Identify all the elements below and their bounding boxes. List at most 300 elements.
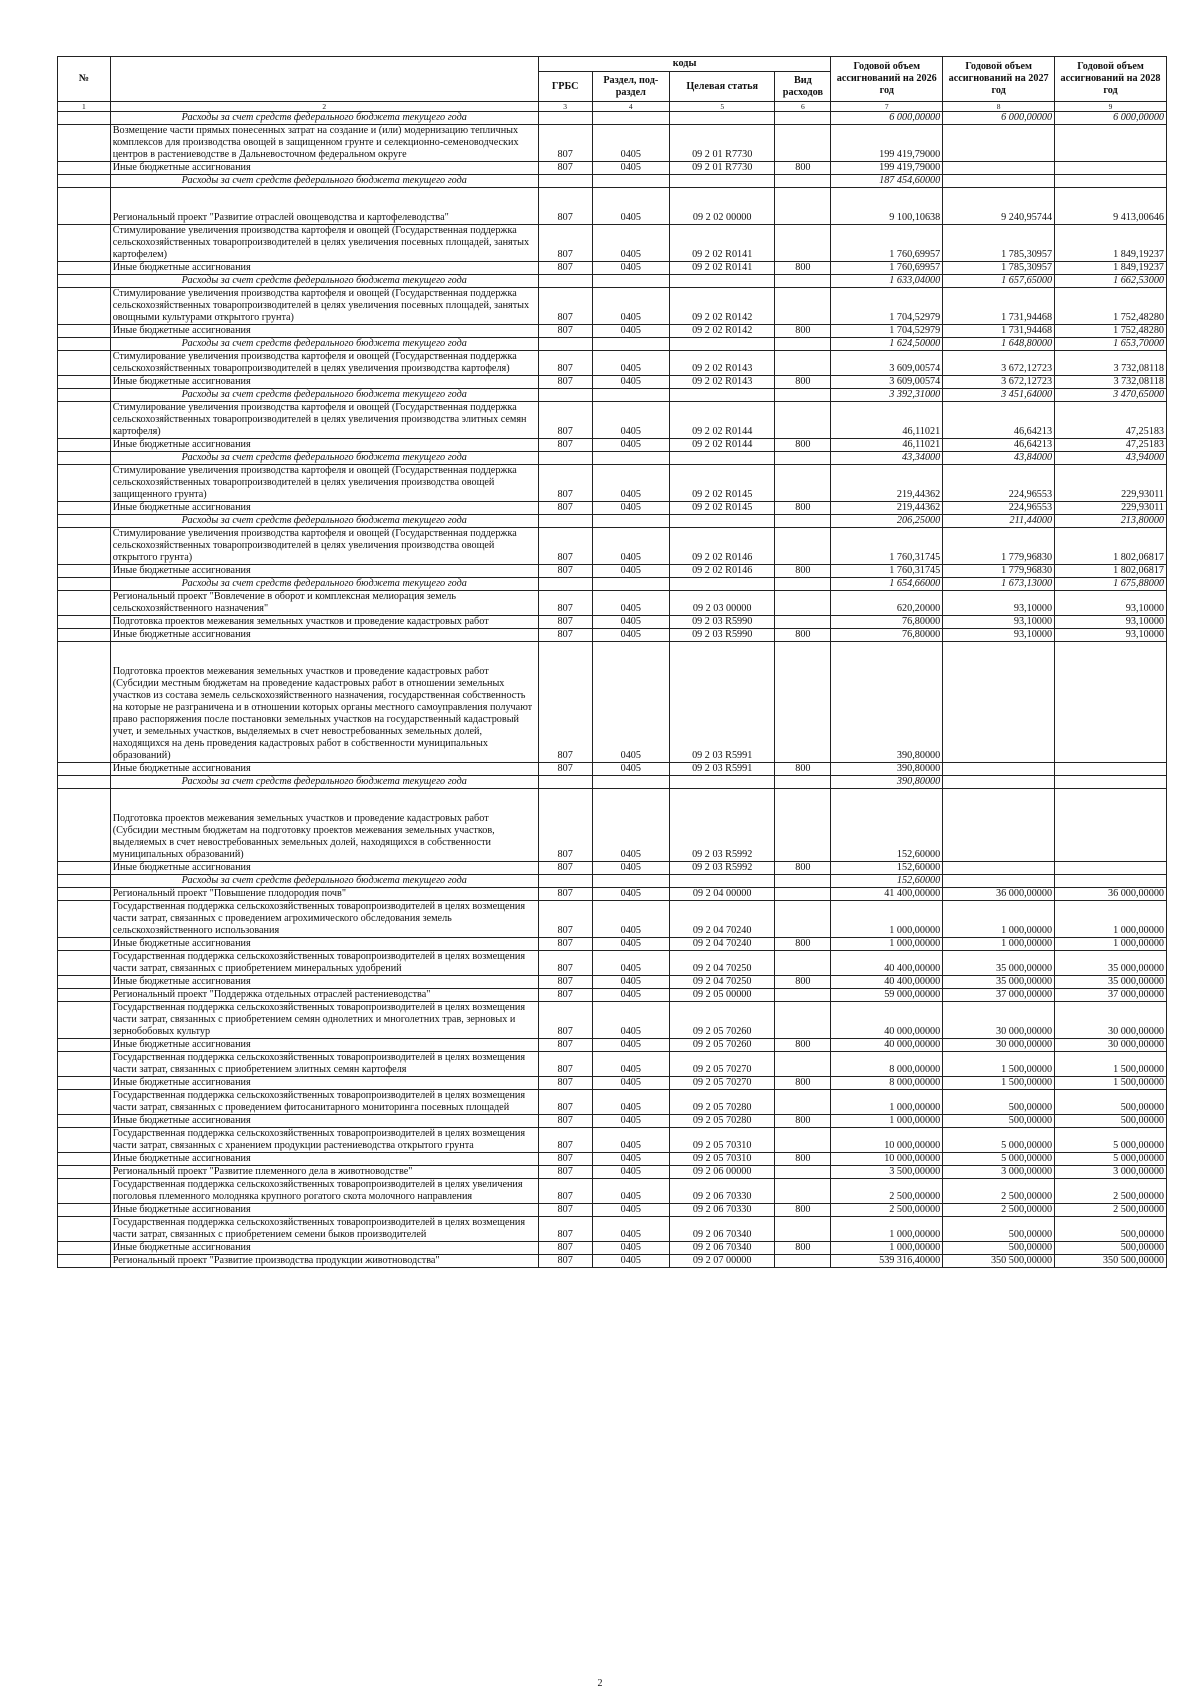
cell-amount-2027: 1 657,65000 bbox=[943, 275, 1055, 288]
cell-amount-2027: 3 672,12723 bbox=[943, 351, 1055, 376]
cell-razdel: 0405 bbox=[592, 439, 669, 452]
cell-grbs: 807 bbox=[538, 465, 592, 502]
cell-target-article: 09 2 01 R7730 bbox=[670, 162, 775, 175]
header-expense-type: Вид расходов bbox=[775, 72, 831, 102]
cell-razdel: 0405 bbox=[592, 1115, 669, 1128]
cell-expense-type bbox=[775, 452, 831, 465]
cell-amount-2026: 3 609,00574 bbox=[831, 376, 943, 389]
cell-num bbox=[58, 1077, 111, 1090]
cell-target-article: 09 2 02 R0145 bbox=[670, 502, 775, 515]
cell-razdel: 0405 bbox=[592, 1128, 669, 1153]
cell-description: Подготовка проектов межевания земельных участков и проведение кадастровых работ (Субсидии местным бюджетам на проведение кадастровых работ в отношении земельных участков из состава земель сельскохозяйственного назначения, государственная собственность на которые не разграничена и в отношении которых органы местного самоуправления получают право распоряжения после постановки земельных участков на государственный кадастровый учет, и земельных участков, выделяемых в счет невостребованных земельных долей, находящихся на день проведения кадастровых работ в собственности муниципальных образований) bbox=[110, 642, 538, 763]
cell-expense-type bbox=[775, 1090, 831, 1115]
cell-amount-2026: 76,80000 bbox=[831, 629, 943, 642]
cell-num bbox=[58, 776, 111, 789]
cell-target-article: 09 2 05 00000 bbox=[670, 989, 775, 1002]
cell-amount-2028: 3 470,65000 bbox=[1055, 389, 1167, 402]
column-number-row bbox=[58, 102, 1167, 112]
cell-amount-2026: 8 000,00000 bbox=[831, 1052, 943, 1077]
cell-razdel: 0405 bbox=[592, 1052, 669, 1077]
cell-description: Иные бюджетные ассигнования bbox=[110, 938, 538, 951]
cell-expense-type bbox=[775, 951, 831, 976]
cell-target-article: 09 2 04 70250 bbox=[670, 951, 775, 976]
cell-amount-2028: 350 500,00000 bbox=[1055, 1255, 1167, 1268]
cell-amount-2028: 43,94000 bbox=[1055, 452, 1167, 465]
budget-document bbox=[57, 56, 1167, 1268]
table-row bbox=[58, 465, 1167, 502]
cell-razdel bbox=[592, 875, 669, 888]
cell-amount-2027: 224,96553 bbox=[943, 502, 1055, 515]
cell-razdel: 0405 bbox=[592, 1179, 669, 1204]
cell-num bbox=[58, 875, 111, 888]
cell-target-article bbox=[670, 112, 775, 125]
table-row bbox=[58, 439, 1167, 452]
cell-target-article bbox=[670, 275, 775, 288]
cell-amount-2026: 152,60000 bbox=[831, 875, 943, 888]
cell-razdel: 0405 bbox=[592, 1166, 669, 1179]
cell-amount-2028: 3 732,08118 bbox=[1055, 351, 1167, 376]
cell-expense-type bbox=[775, 989, 831, 1002]
cell-amount-2026: 199 419,79000 bbox=[831, 162, 943, 175]
cell-amount-2027: 1 500,00000 bbox=[943, 1077, 1055, 1090]
cell-amount-2028: 1 500,00000 bbox=[1055, 1077, 1167, 1090]
cell-description: Расходы за счет средств федерального бюджета текущего года bbox=[110, 112, 538, 125]
cell-razdel bbox=[592, 452, 669, 465]
cell-amount-2026: 1 760,69957 bbox=[831, 225, 943, 262]
cell-description: Государственная поддержка сельскохозяйственных товаропроизводителей в целях возмещения части затрат, связанных с хранением продукции растениеводства открытого грунта bbox=[110, 1128, 538, 1153]
cell-amount-2026: 390,80000 bbox=[831, 776, 943, 789]
cell-expense-type: 800 bbox=[775, 1077, 831, 1090]
cell-description: Иные бюджетные ассигнования bbox=[110, 1204, 538, 1217]
cell-description: Стимулирование увеличения производства картофеля и овощей (Государственная поддержка сельскохозяйственных товаропроизводителей в целях увеличения производства овощей открытого грунта) bbox=[110, 528, 538, 565]
cell-description: Иные бюджетные ассигнования bbox=[110, 376, 538, 389]
cell-amount-2026: 2 500,00000 bbox=[831, 1179, 943, 1204]
cell-razdel: 0405 bbox=[592, 528, 669, 565]
cell-amount-2028: 2 500,00000 bbox=[1055, 1204, 1167, 1217]
cell-amount-2028: 2 500,00000 bbox=[1055, 1179, 1167, 1204]
cell-razdel: 0405 bbox=[592, 325, 669, 338]
cell-razdel: 0405 bbox=[592, 763, 669, 776]
cell-description: Иные бюджетные ассигнования bbox=[110, 763, 538, 776]
table-row bbox=[58, 989, 1167, 1002]
cell-grbs: 807 bbox=[538, 1166, 592, 1179]
table-row bbox=[58, 1039, 1167, 1052]
cell-expense-type bbox=[775, 288, 831, 325]
cell-target-article: 09 2 01 R7730 bbox=[670, 125, 775, 162]
cell-amount-2027: 9 240,95744 bbox=[943, 188, 1055, 225]
cell-description: Стимулирование увеличения производства картофеля и овощей (Государственная поддержка сельскохозяйственных товаропроизводителей в целях увеличения посевных площадей, занятых картофелем) bbox=[110, 225, 538, 262]
cell-amount-2026: 1 704,52979 bbox=[831, 325, 943, 338]
cell-amount-2027: 500,00000 bbox=[943, 1242, 1055, 1255]
cell-grbs: 807 bbox=[538, 1204, 592, 1217]
cell-num bbox=[58, 389, 111, 402]
cell-target-article: 09 2 05 70280 bbox=[670, 1115, 775, 1128]
cell-razdel bbox=[592, 776, 669, 789]
cell-grbs: 807 bbox=[538, 502, 592, 515]
cell-description: Государственная поддержка сельскохозяйственных товаропроизводителей в целях возмещения части затрат, связанных с приобретением минеральных удобрений bbox=[110, 951, 538, 976]
cell-grbs: 807 bbox=[538, 439, 592, 452]
cell-razdel: 0405 bbox=[592, 162, 669, 175]
cell-amount-2027: 1 779,96830 bbox=[943, 565, 1055, 578]
cell-amount-2027: 93,10000 bbox=[943, 629, 1055, 642]
cell-target-article: 09 2 02 00000 bbox=[670, 188, 775, 225]
column-number: 6 bbox=[775, 102, 831, 112]
cell-target-article: 09 2 03 R5990 bbox=[670, 629, 775, 642]
cell-expense-type bbox=[775, 125, 831, 162]
cell-amount-2027: 1 785,30957 bbox=[943, 225, 1055, 262]
cell-grbs: 807 bbox=[538, 1115, 592, 1128]
cell-expense-type bbox=[775, 1166, 831, 1179]
table-row bbox=[58, 402, 1167, 439]
cell-razdel bbox=[592, 112, 669, 125]
table-row bbox=[58, 162, 1167, 175]
cell-num bbox=[58, 862, 111, 875]
cell-grbs: 807 bbox=[538, 1052, 592, 1077]
cell-amount-2027: 37 000,00000 bbox=[943, 989, 1055, 1002]
cell-description: Иные бюджетные ассигнования bbox=[110, 162, 538, 175]
table-row bbox=[58, 642, 1167, 763]
cell-amount-2027: 224,96553 bbox=[943, 465, 1055, 502]
cell-target-article: 09 2 06 70330 bbox=[670, 1204, 775, 1217]
cell-amount-2027 bbox=[943, 642, 1055, 763]
cell-num bbox=[58, 629, 111, 642]
cell-expense-type: 800 bbox=[775, 439, 831, 452]
cell-num bbox=[58, 262, 111, 275]
cell-expense-type: 800 bbox=[775, 325, 831, 338]
cell-description: Иные бюджетные ассигнования bbox=[110, 1242, 538, 1255]
cell-razdel bbox=[592, 389, 669, 402]
cell-description: Подготовка проектов межевания земельных участков и проведение кадастровых работ (Субсидии местным бюджетам на подготовку проектов межевания земельных участков, выделяемых в счет невостребованных земельных долей, находящихся в собственности муниципальных образований) bbox=[110, 789, 538, 862]
cell-target-article: 09 2 03 R5992 bbox=[670, 862, 775, 875]
cell-amount-2028 bbox=[1055, 875, 1167, 888]
cell-amount-2027 bbox=[943, 789, 1055, 862]
cell-amount-2028: 5 000,00000 bbox=[1055, 1128, 1167, 1153]
federal-budget-row bbox=[58, 776, 1167, 789]
cell-num bbox=[58, 642, 111, 763]
cell-target-article: 09 2 04 00000 bbox=[670, 888, 775, 901]
cell-razdel: 0405 bbox=[592, 502, 669, 515]
cell-num bbox=[58, 175, 111, 188]
cell-razdel: 0405 bbox=[592, 351, 669, 376]
cell-amount-2027: 5 000,00000 bbox=[943, 1128, 1055, 1153]
cell-description: Государственная поддержка сельскохозяйственных товаропроизводителей в целях возмещения части затрат, связанных с проведением агрохимического обследования земель сельскохозяйственного использования bbox=[110, 901, 538, 938]
cell-num bbox=[58, 1217, 111, 1242]
cell-amount-2026: 219,44362 bbox=[831, 465, 943, 502]
cell-num bbox=[58, 989, 111, 1002]
cell-amount-2027 bbox=[943, 776, 1055, 789]
cell-razdel: 0405 bbox=[592, 951, 669, 976]
cell-description: Иные бюджетные ассигнования bbox=[110, 439, 538, 452]
cell-razdel: 0405 bbox=[592, 1204, 669, 1217]
cell-description: Региональный проект "Повышение плодородия почв" bbox=[110, 888, 538, 901]
cell-amount-2027: 35 000,00000 bbox=[943, 976, 1055, 989]
table-row bbox=[58, 763, 1167, 776]
cell-razdel: 0405 bbox=[592, 862, 669, 875]
table-row bbox=[58, 1153, 1167, 1166]
cell-expense-type bbox=[775, 901, 831, 938]
cell-grbs: 807 bbox=[538, 591, 592, 616]
cell-amount-2027: 93,10000 bbox=[943, 616, 1055, 629]
cell-amount-2028: 30 000,00000 bbox=[1055, 1002, 1167, 1039]
cell-grbs: 807 bbox=[538, 351, 592, 376]
cell-num bbox=[58, 1255, 111, 1268]
cell-amount-2026: 1 000,00000 bbox=[831, 1090, 943, 1115]
cell-num bbox=[58, 616, 111, 629]
table-body bbox=[58, 112, 1167, 1268]
cell-amount-2028 bbox=[1055, 776, 1167, 789]
cell-description: Государственная поддержка сельскохозяйственных товаропроизводителей в целях возмещения части затрат, связанных с приобретением семян однолетних и многолетних трав, зерновых и зернобобовых культур bbox=[110, 1002, 538, 1039]
budget-table bbox=[57, 56, 1167, 1268]
table-row bbox=[58, 1204, 1167, 1217]
cell-amount-2027: 3 000,00000 bbox=[943, 1166, 1055, 1179]
column-number: 2 bbox=[110, 102, 538, 112]
cell-num bbox=[58, 565, 111, 578]
cell-amount-2027: 1 779,96830 bbox=[943, 528, 1055, 565]
cell-amount-2027: 3 672,12723 bbox=[943, 376, 1055, 389]
cell-grbs bbox=[538, 875, 592, 888]
cell-amount-2026: 40 400,00000 bbox=[831, 951, 943, 976]
cell-target-article: 09 2 06 70330 bbox=[670, 1179, 775, 1204]
cell-amount-2026: 1 654,66000 bbox=[831, 578, 943, 591]
cell-num bbox=[58, 578, 111, 591]
table-row bbox=[58, 976, 1167, 989]
cell-description: Иные бюджетные ассигнования bbox=[110, 325, 538, 338]
table-row bbox=[58, 938, 1167, 951]
cell-amount-2026: 76,80000 bbox=[831, 616, 943, 629]
cell-amount-2028: 93,10000 bbox=[1055, 591, 1167, 616]
table-row bbox=[58, 502, 1167, 515]
table-row bbox=[58, 188, 1167, 225]
cell-num bbox=[58, 225, 111, 262]
cell-expense-type bbox=[775, 888, 831, 901]
cell-expense-type bbox=[775, 776, 831, 789]
cell-grbs: 807 bbox=[538, 288, 592, 325]
federal-budget-row bbox=[58, 515, 1167, 528]
cell-num bbox=[58, 112, 111, 125]
cell-grbs: 807 bbox=[538, 1242, 592, 1255]
cell-amount-2027: 3 451,64000 bbox=[943, 389, 1055, 402]
federal-budget-row bbox=[58, 452, 1167, 465]
cell-num bbox=[58, 1179, 111, 1204]
cell-razdel: 0405 bbox=[592, 125, 669, 162]
cell-razdel: 0405 bbox=[592, 1242, 669, 1255]
cell-grbs: 807 bbox=[538, 616, 592, 629]
cell-num bbox=[58, 1166, 111, 1179]
cell-amount-2026: 1 000,00000 bbox=[831, 1217, 943, 1242]
cell-target-article: 09 2 05 70280 bbox=[670, 1090, 775, 1115]
cell-num bbox=[58, 789, 111, 862]
cell-amount-2027 bbox=[943, 862, 1055, 875]
cell-grbs: 807 bbox=[538, 976, 592, 989]
cell-target-article: 09 2 05 70270 bbox=[670, 1077, 775, 1090]
cell-description: Расходы за счет средств федерального бюджета текущего года bbox=[110, 389, 538, 402]
header-description bbox=[110, 57, 538, 102]
cell-target-article: 09 2 02 R0142 bbox=[670, 288, 775, 325]
cell-target-article bbox=[670, 875, 775, 888]
cell-description: Государственная поддержка сельскохозяйственных товаропроизводителей в целях возмещения части затрат, связанных с проведением фитосанитарного мониторинга посевных площадей bbox=[110, 1090, 538, 1115]
cell-num bbox=[58, 888, 111, 901]
table-row bbox=[58, 1255, 1167, 1268]
cell-amount-2027: 36 000,00000 bbox=[943, 888, 1055, 901]
cell-grbs: 807 bbox=[538, 938, 592, 951]
cell-amount-2028: 5 000,00000 bbox=[1055, 1153, 1167, 1166]
cell-num bbox=[58, 338, 111, 351]
cell-amount-2026: 1 000,00000 bbox=[831, 1242, 943, 1255]
cell-amount-2027: 43,84000 bbox=[943, 452, 1055, 465]
cell-description: Региональный проект "Развитие производства продукции животноводства" bbox=[110, 1255, 538, 1268]
cell-amount-2028: 47,25183 bbox=[1055, 439, 1167, 452]
table-row bbox=[58, 1052, 1167, 1077]
cell-amount-2027: 500,00000 bbox=[943, 1090, 1055, 1115]
cell-num bbox=[58, 1039, 111, 1052]
cell-description: Иные бюджетные ассигнования bbox=[110, 1077, 538, 1090]
cell-amount-2027: 46,64213 bbox=[943, 439, 1055, 452]
cell-amount-2026: 41 400,00000 bbox=[831, 888, 943, 901]
cell-amount-2028: 93,10000 bbox=[1055, 629, 1167, 642]
cell-razdel: 0405 bbox=[592, 901, 669, 938]
cell-amount-2028: 35 000,00000 bbox=[1055, 951, 1167, 976]
cell-expense-type bbox=[775, 402, 831, 439]
cell-num bbox=[58, 1090, 111, 1115]
cell-razdel: 0405 bbox=[592, 188, 669, 225]
cell-amount-2028: 213,80000 bbox=[1055, 515, 1167, 528]
cell-expense-type bbox=[775, 351, 831, 376]
cell-target-article bbox=[670, 175, 775, 188]
cell-expense-type: 800 bbox=[775, 862, 831, 875]
cell-grbs: 807 bbox=[538, 565, 592, 578]
cell-target-article: 09 2 02 R0146 bbox=[670, 565, 775, 578]
cell-amount-2028: 1 802,06817 bbox=[1055, 565, 1167, 578]
cell-amount-2028: 1 849,19237 bbox=[1055, 262, 1167, 275]
cell-grbs bbox=[538, 175, 592, 188]
cell-target-article: 09 2 02 R0144 bbox=[670, 402, 775, 439]
cell-target-article: 09 2 02 R0143 bbox=[670, 376, 775, 389]
cell-target-article: 09 2 02 R0143 bbox=[670, 351, 775, 376]
column-number: 7 bbox=[831, 102, 943, 112]
cell-target-article bbox=[670, 452, 775, 465]
cell-grbs: 807 bbox=[538, 989, 592, 1002]
cell-grbs: 807 bbox=[538, 951, 592, 976]
cell-amount-2027: 1 000,00000 bbox=[943, 901, 1055, 938]
cell-grbs: 807 bbox=[538, 125, 592, 162]
cell-expense-type bbox=[775, 515, 831, 528]
cell-description: Расходы за счет средств федерального бюджета текущего года bbox=[110, 338, 538, 351]
cell-num bbox=[58, 452, 111, 465]
cell-razdel: 0405 bbox=[592, 1153, 669, 1166]
cell-amount-2028: 37 000,00000 bbox=[1055, 989, 1167, 1002]
cell-grbs: 807 bbox=[538, 1179, 592, 1204]
cell-description: Государственная поддержка сельскохозяйственных товаропроизводителей в целях увеличения поголовья племенного молодняка крупного рогатого скота молочного направления bbox=[110, 1179, 538, 1204]
cell-razdel: 0405 bbox=[592, 262, 669, 275]
cell-amount-2027: 500,00000 bbox=[943, 1115, 1055, 1128]
cell-amount-2028: 500,00000 bbox=[1055, 1242, 1167, 1255]
table-row bbox=[58, 325, 1167, 338]
cell-grbs: 807 bbox=[538, 901, 592, 938]
table-row bbox=[58, 1077, 1167, 1090]
cell-expense-type bbox=[775, 616, 831, 629]
cell-razdel: 0405 bbox=[592, 642, 669, 763]
cell-expense-type bbox=[775, 338, 831, 351]
table-row bbox=[58, 225, 1167, 262]
cell-description: Подготовка проектов межевания земельных участков и проведение кадастровых работ bbox=[110, 616, 538, 629]
cell-amount-2026: 1 760,31745 bbox=[831, 528, 943, 565]
cell-target-article bbox=[670, 515, 775, 528]
cell-amount-2026: 6 000,00000 bbox=[831, 112, 943, 125]
table-row bbox=[58, 789, 1167, 862]
cell-amount-2026: 3 392,31000 bbox=[831, 389, 943, 402]
cell-target-article: 09 2 03 R5991 bbox=[670, 763, 775, 776]
federal-budget-row bbox=[58, 175, 1167, 188]
cell-razdel: 0405 bbox=[592, 629, 669, 642]
cell-num bbox=[58, 465, 111, 502]
cell-expense-type: 800 bbox=[775, 1153, 831, 1166]
page-number: 2 bbox=[597, 1678, 603, 1689]
cell-description: Расходы за счет средств федерального бюджета текущего года bbox=[110, 875, 538, 888]
cell-grbs bbox=[538, 578, 592, 591]
cell-description: Расходы за счет средств федерального бюджета текущего года bbox=[110, 452, 538, 465]
cell-grbs: 807 bbox=[538, 763, 592, 776]
cell-num bbox=[58, 1242, 111, 1255]
cell-amount-2026: 40 400,00000 bbox=[831, 976, 943, 989]
cell-num bbox=[58, 188, 111, 225]
cell-target-article: 09 2 03 R5991 bbox=[670, 642, 775, 763]
cell-target-article: 09 2 04 70240 bbox=[670, 901, 775, 938]
cell-razdel: 0405 bbox=[592, 465, 669, 502]
cell-num bbox=[58, 763, 111, 776]
cell-amount-2028: 500,00000 bbox=[1055, 1115, 1167, 1128]
cell-num bbox=[58, 402, 111, 439]
cell-amount-2026: 206,25000 bbox=[831, 515, 943, 528]
cell-amount-2028: 500,00000 bbox=[1055, 1217, 1167, 1242]
cell-expense-type: 800 bbox=[775, 1039, 831, 1052]
table-row bbox=[58, 1115, 1167, 1128]
cell-amount-2026: 539 316,40000 bbox=[831, 1255, 943, 1268]
cell-grbs: 807 bbox=[538, 528, 592, 565]
cell-amount-2027: 30 000,00000 bbox=[943, 1039, 1055, 1052]
cell-target-article: 09 2 02 R0145 bbox=[670, 465, 775, 502]
cell-amount-2027: 46,64213 bbox=[943, 402, 1055, 439]
cell-amount-2026: 8 000,00000 bbox=[831, 1077, 943, 1090]
cell-description: Государственная поддержка сельскохозяйственных товаропроизводителей в целях возмещения части затрат, связанных с приобретением элитных семян картофеля bbox=[110, 1052, 538, 1077]
table-row bbox=[58, 1090, 1167, 1115]
cell-target-article: 09 2 03 R5992 bbox=[670, 789, 775, 862]
column-number: 9 bbox=[1055, 102, 1167, 112]
cell-razdel: 0405 bbox=[592, 565, 669, 578]
cell-target-article: 09 2 02 R0142 bbox=[670, 325, 775, 338]
federal-budget-row bbox=[58, 112, 1167, 125]
cell-description: Возмещение части прямых понесенных затрат на создание и (или) модернизацию тепличных комплексов для производства овощей в защищенном грунте и селекционно-семеноводческих центров в растениеводстве в Дальневосточном федеральном округе bbox=[110, 125, 538, 162]
cell-expense-type bbox=[775, 112, 831, 125]
cell-num bbox=[58, 288, 111, 325]
cell-target-article: 09 2 02 R0141 bbox=[670, 225, 775, 262]
cell-amount-2028: 93,10000 bbox=[1055, 616, 1167, 629]
header-target-article: Целевая статья bbox=[670, 72, 775, 102]
cell-amount-2026: 2 500,00000 bbox=[831, 1204, 943, 1217]
cell-target-article: 09 2 05 70260 bbox=[670, 1039, 775, 1052]
cell-razdel: 0405 bbox=[592, 888, 669, 901]
cell-target-article: 09 2 06 70340 bbox=[670, 1217, 775, 1242]
cell-target-article bbox=[670, 338, 775, 351]
column-number: 4 bbox=[592, 102, 669, 112]
table-row bbox=[58, 565, 1167, 578]
cell-amount-2026: 3 500,00000 bbox=[831, 1166, 943, 1179]
cell-amount-2028 bbox=[1055, 642, 1167, 763]
cell-grbs: 807 bbox=[538, 162, 592, 175]
table-row bbox=[58, 1166, 1167, 1179]
cell-target-article bbox=[670, 578, 775, 591]
cell-amount-2028 bbox=[1055, 862, 1167, 875]
cell-amount-2026: 1 760,31745 bbox=[831, 565, 943, 578]
